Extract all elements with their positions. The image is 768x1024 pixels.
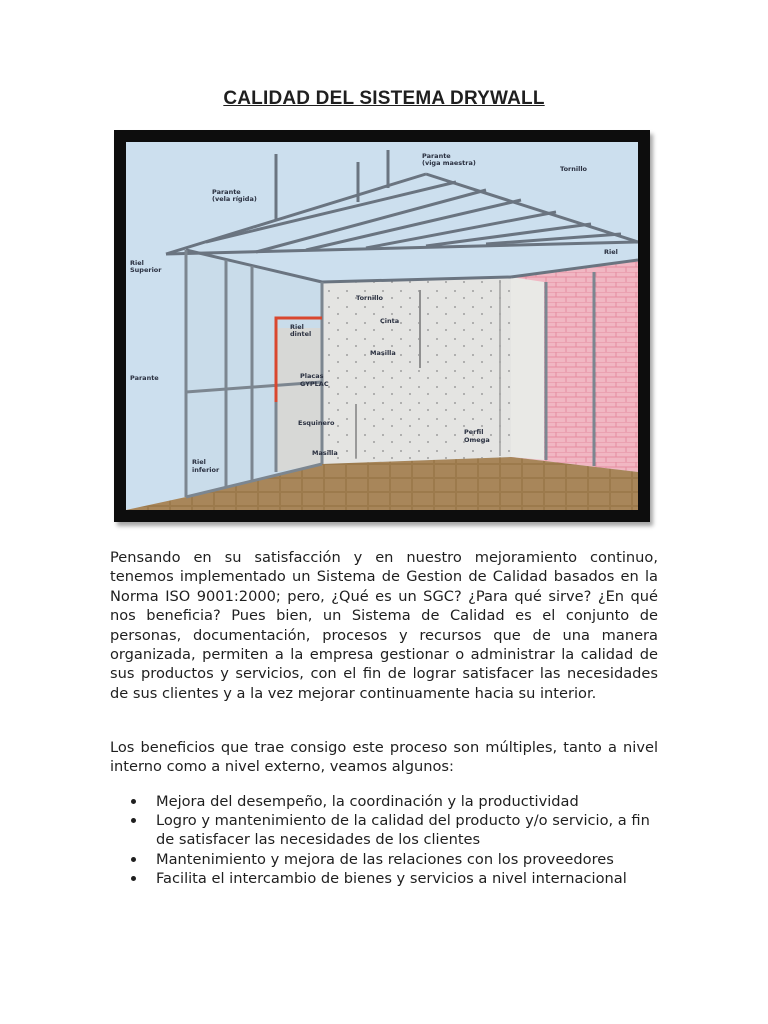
list-item <box>110 811 658 849</box>
label-masilla-low: Masilla <box>312 449 338 457</box>
list-item <box>110 792 658 811</box>
label-parante-left: Parante <box>212 188 241 196</box>
label-tornillo-top: Tornillo <box>560 165 588 173</box>
body-paragraph-2: Los beneficios que trae consigo este proceso son múltiples, tanto a nivel interno como a nivel externo, veamos algunos: <box>110 739 658 776</box>
label-tornillo-mid: Tornillo <box>356 294 384 302</box>
label-perfil-1: Perfil <box>464 428 484 436</box>
list-item-text: Logro y mantenimiento de la calidad del producto y/o servicio, a fin de satisfacer las necesidades de los clientes <box>156 812 650 849</box>
label-parante-top: Parante <box>422 152 451 160</box>
list-item <box>110 869 658 888</box>
label-esquinero: Esquinero <box>298 419 335 427</box>
label-viga-sub: (viga maestra) <box>422 159 476 167</box>
page-title: CALIDAD DEL SISTEMA DRYWALL <box>223 88 545 109</box>
label-parante-mid: Parante <box>130 374 159 382</box>
bullet-icon <box>131 818 136 823</box>
label-riel-superior-1: Riel <box>130 259 144 267</box>
list-item-text: Mejora del desempeño, la coordinación y la productividad <box>156 793 579 810</box>
label-vela-sub: (vela rígida) <box>212 195 257 203</box>
label-placas-1: Placas <box>300 372 324 380</box>
label-riel-right: Riel <box>604 248 618 256</box>
body-paragraph-1: Pensando en su satisfacción y en nuestro mejoramiento continuo, tenemos implementado un Sistema de Gestion de Calidad basados en la Norma ISO 9001:2000; pero, ¿Qué es un SGC? ¿Para qué sirve? ¿En qué nos beneficia? Pues bien, un Sistema de Calidad es el conjunto de personas, documentación, procesos y recursos que de una manera organizada, permiten a la empresa gestionar o administrar la calidad de sus productos y servicios, con el fin de lograr satisfacer las necesidades de sus clientes y a la vez mejorar continuamente hacia su interior. <box>110 549 658 702</box>
bullet-icon <box>131 857 136 862</box>
label-riel-dintel-2: dintel <box>290 330 312 338</box>
label-masilla-mid: Masilla <box>370 349 396 357</box>
drywall-illustration-frame <box>114 130 650 522</box>
list-item <box>110 850 658 869</box>
label-riel-inferior-2: inferior <box>192 466 220 474</box>
brick-wall-edge <box>511 277 544 460</box>
list-item-text: Mantenimiento y mejora de las relaciones con los proveedores <box>156 850 614 868</box>
label-placas-2: GYPLAC <box>300 380 329 388</box>
label-riel-superior-2: Superior <box>130 266 162 274</box>
benefits-list <box>110 792 658 888</box>
label-perfil-2: Omega <box>464 436 490 444</box>
label-riel-inferior-1: Riel <box>192 458 206 466</box>
drywall-illustration <box>126 142 638 510</box>
list-item-text: Facilita el intercambio de bienes y servicios a nivel internacional <box>156 869 627 887</box>
bullet-icon <box>131 799 136 804</box>
bullet-icon <box>131 876 136 881</box>
label-riel-dintel-1: Riel <box>290 323 304 331</box>
label-cinta: Cinta <box>380 317 400 325</box>
